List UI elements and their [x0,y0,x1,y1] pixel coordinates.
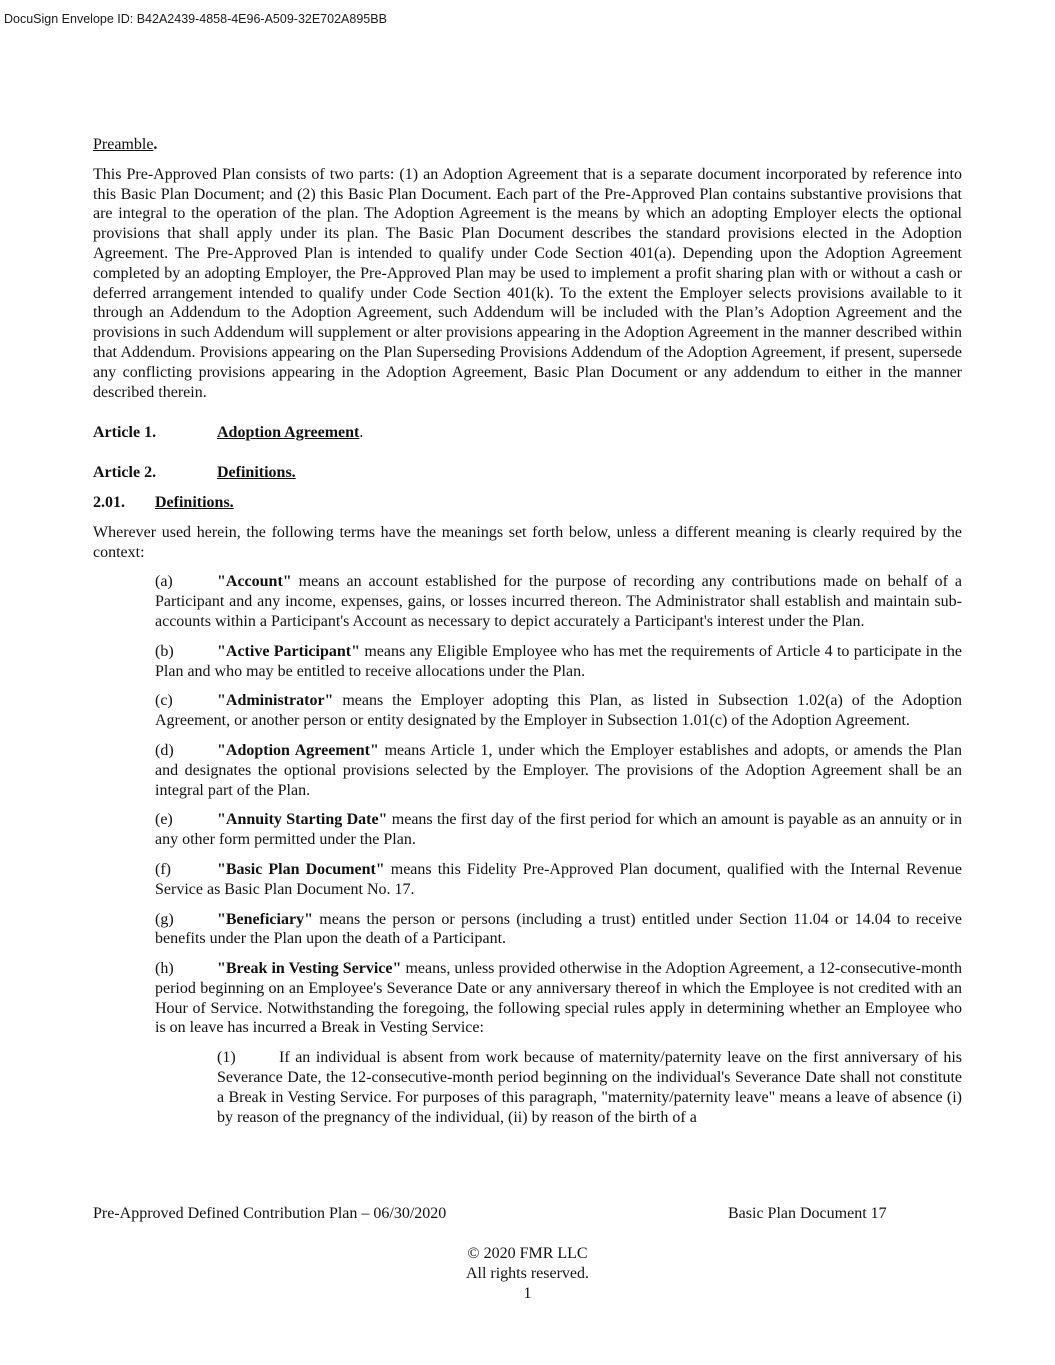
definition-account [155,572,962,631]
definition-text: means the person or persons (including a trust) entitled under Section 11.04 or 14.04 to receive benefits under the Plan upon the death of a Participant. [155,910,962,948]
definition-text: means any Eligible Employee who has met the requirements of Article 4 to participate in the Plan and who may be entitled to receive allocations under the Plan. [155,642,962,680]
definition-administrator [155,691,962,731]
definition-basic-plan-document [155,860,962,900]
subitem-label: (1) [217,1049,236,1067]
article-1-suffix: . [359,424,364,442]
definition-text: means Article 1, under which the Employer establishes and adopts, or amends the Plan and designates the optional provisions selected by the Employer. The provisions of the Adoption Agreement shall be an integral part of the Plan. [155,741,962,799]
definitions-intro: Wherever used herein, the following terms have the meanings set forth below, unless a different meaning is clearly required by the context: [93,523,962,561]
definition-term: "Basic Plan Document" [217,860,385,878]
document-body [93,135,962,1127]
section-2-01-number: 2.01. [93,493,125,511]
article-2-title: Definitions. [217,464,296,482]
definition-active-participant [155,642,962,682]
envelope-id: DocuSign Envelope ID: B42A2439-4858-4E96-A509-32E702A895BB [4,12,387,26]
article-2-heading [93,463,962,483]
definition-term: "Account" [217,573,292,591]
page-footer [93,1204,962,1224]
page-number: 1 [523,1285,532,1302]
definition-text: means the Employer adopting this Plan, as listed in Subsection 1.02(a) of the Adoption Agreement, or another person or entity designated by the Employer in Subsection 1.01(c) of the Adoption Agreement. [155,692,962,730]
article-1-number: Article 1. [93,424,157,442]
section-2-01-title: Definitions. [155,493,234,511]
definition-term: "Break in Vesting Service" [217,960,402,978]
subitem-maternity-leave [217,1048,962,1127]
definition-label: (h) [155,960,174,978]
definition-text: means the first day of the first period for which an amount is payable as an annuity or in any other form permitted under the Plan. [155,811,962,849]
definition-term: "Beneficiary" [217,910,313,928]
article-2-number: Article 2. [93,464,157,482]
preamble-text: This Pre-Approved Plan consists of two parts: (1) an Adoption Agreement that is a separate document incorporated by reference into this Basic Plan Document; and (2) this Basic Plan Document. Each part of the Pre-Approved Plan contains substantive provisions that are integral to the operation of the plan. The Adoption Agreement is the means by which an adopting Employer elects the optional provisions that shall apply under its plan. The Basic Plan Document describes the standard provisions elected in the Adoption Agreement. The Pre-Approved Plan is intended to qualify under Code Section 401(a). Depending upon the Adoption Agreement completed by an adopting Employer, the Pre-Approved Plan may be used to implement a profit sharing plan with or without a cash or deferred arrangement intended to qualify under Code Section 401(k). To the extent the Employer selects provisions available to it through an Addendum to the Adoption Agreement, such Addendum will be included with the Plan’s Adoption Agreement and the provisions in such Addendum will supplement or alter provisions appearing in the Adoption Agreement in the manner described within that Addendum. Provisions appearing on the Plan Superseding Provisions Addendum of the Adoption Agreement, if present, supersede any conflicting provisions appearing in the Adoption Agreement, Basic Plan Document or any addendum to either in the manner described therein. [93,165,962,401]
definition-label: (b) [155,642,174,660]
footer-plan-name: Pre-Approved Defined Contribution Plan – 06/30/2020 [93,1205,447,1222]
definition-annuity-starting-date [155,810,962,850]
rights-line: All rights reserved. [465,1265,590,1282]
definition-term: "Administrator" [217,692,334,710]
definition-term: "Active Participant" [217,642,360,660]
article-1-heading [93,423,962,443]
definition-text: means an account established for the purpose of recording any contributions made on behalf of a Participant and any income, expenses, gains, or losses incurred thereon. The Administrator shall establish and maintain sub-accounts within a Participant's Account as necessary to depict accurately a Participant's interest under the Plan. [155,573,962,630]
definition-term: "Annuity Starting Date" [217,811,388,829]
preamble-title-suffix: . [153,136,158,153]
definition-text: means, unless provided otherwise in the Adoption Agreement, a 12-consecutive-month period beginning on an Employee's Severance Date or any anniversary thereof in which the Employee is not credited with an Hour of Service. Notwithstanding the foregoing, the following special rules apply in determining whether an Employee who is on leave has incurred a Break in Vesting Service: [155,960,963,1037]
preamble-title: Preamble [93,136,154,153]
preamble-heading [93,135,962,155]
definition-adoption-agreement [155,741,962,800]
definition-label: (f) [155,860,171,878]
definition-beneficiary [155,910,962,950]
definition-text: means this Fidelity Pre-Approved Plan document, qualified with the Internal Revenue Service as Basic Plan Document No. 17. [155,860,962,898]
copyright-block [0,1244,1055,1304]
subitem-text: If an individual is absent from work because of maternity/paternity leave on the first anniversary of his Severance Date, the 12-consecutive-month period beginning on the individual's Severance Date shall not constitute a Break in Vesting Service. For purposes of this paragraph, "maternity/paternity leave" means a leave of absence (i) by reason of the pregnancy of the individual, (ii) by reason of the birth of a [217,1049,962,1126]
copyright-line: © 2020 FMR LLC [467,1245,588,1262]
section-2-01-heading [93,493,962,513]
definition-label: (e) [155,811,173,829]
definition-label: (c) [155,692,173,710]
definition-label: (d) [155,741,174,759]
definition-label: (a) [155,573,173,591]
definition-break-in-vesting-service [155,959,962,1038]
article-1-title: Adoption Agreement [217,424,360,442]
footer-document-name: Basic Plan Document 17 [728,1205,887,1222]
definition-label: (g) [155,910,174,928]
definition-term: "Adoption Agreement" [217,741,379,759]
